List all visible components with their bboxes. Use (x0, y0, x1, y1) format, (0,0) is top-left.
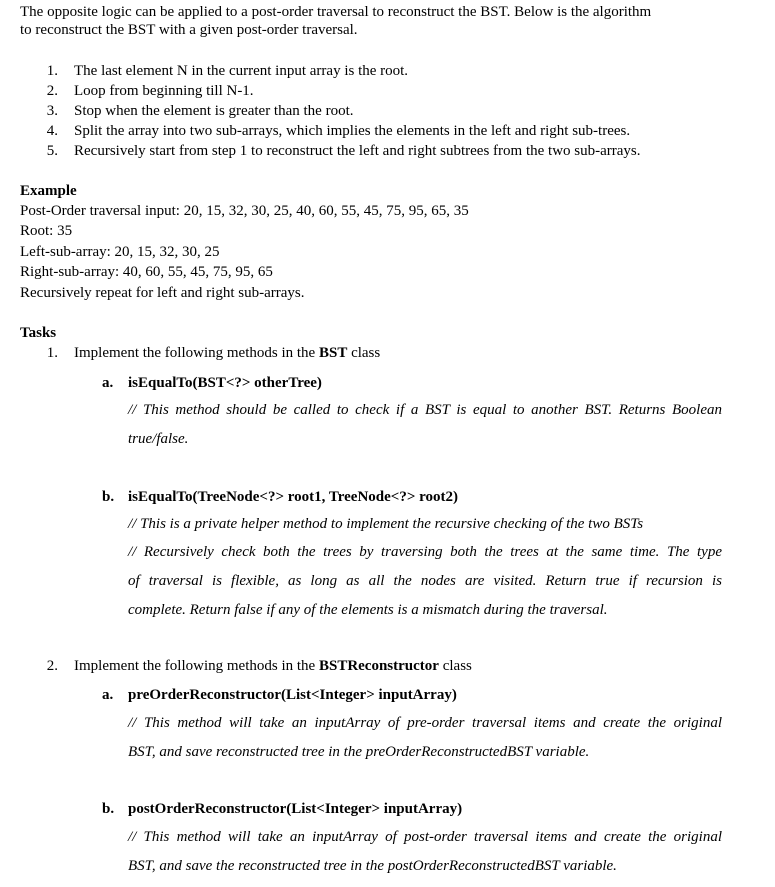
subtask-letter: b. (102, 801, 115, 817)
algorithm-step-text: Split the array into two sub-arrays, which implies the elements in the left and right sub-trees. (74, 123, 631, 139)
algorithm-step-number: 2. (46, 83, 58, 99)
intro-line-2: to reconstruct the BST with a given post-order traversal. (20, 22, 358, 38)
method-description-line: // This method will take an inputArray of pre-order traversal items and create the original (128, 715, 722, 731)
intro-line-1: The opposite logic can be applied to a post-order traversal to reconstruct the BST. Below is the algorithm (20, 4, 652, 20)
algorithm-step-text: Recursively start from step 1 to reconstruct the left and right subtrees from the two sub-arrays. (74, 143, 641, 159)
algorithm-step-number: 4. (46, 123, 58, 139)
method-description-line: BST, and save the reconstructed tree in the postOrderReconstructedBST variable. (128, 858, 617, 874)
method-description-line: // This is a private helper method to implement the recursive checking of the two BSTs (128, 516, 644, 532)
task-1-description: Implement the following methods in the BST class (74, 345, 381, 361)
example-line: Right-sub-array: 40, 60, 55, 45, 75, 95, 65 (20, 264, 273, 280)
example-line: Recursively repeat for left and right sub-arrays. (20, 285, 305, 301)
algorithm-step-number: 5. (46, 143, 58, 159)
method-description-line: complete. Return false if any of the elements is a mismatch during the traversal. (128, 602, 608, 618)
method-description-line: of traversal is flexible, as long as all the nodes are visited. Return true if recursion is (128, 573, 722, 589)
subtask-letter: a. (102, 375, 114, 391)
method-description-line: // This method will take an inputArray of post-order traversal items and create the original (128, 829, 722, 845)
example-line: Post-Order traversal input: 20, 15, 32, 30, 25, 40, 60, 55, 45, 75, 95, 65, 35 (20, 203, 469, 219)
method-description-line: true/false. (128, 431, 189, 447)
algorithm-step-number: 1. (46, 63, 58, 79)
algorithm-step-text: Loop from beginning till N-1. (74, 83, 254, 99)
algorithm-step-text: The last element N in the current input array is the root. (74, 63, 409, 79)
method-description-line: // This method should be called to check if a BST is equal to another BST. Returns Boolean (128, 402, 722, 418)
method-description-line: // Recursively check both the trees by traversing both the trees at the same time. The type (128, 544, 722, 560)
method-description-line: BST, and save reconstructed tree in the preOrderReconstructedBST variable. (128, 744, 590, 760)
tasks-heading: Tasks (20, 325, 57, 341)
class-name: BST (318, 345, 348, 361)
example-line: Root: 35 (20, 223, 73, 239)
method-signature: preOrderReconstructor(List<Integer> inputArray) (128, 687, 457, 703)
method-signature: isEqualTo(BST<?> otherTree) (128, 375, 322, 391)
example-line: Left-sub-array: 20, 15, 32, 30, 25 (20, 244, 220, 260)
task-number: 1. (46, 345, 58, 361)
algorithm-step-number: 3. (46, 103, 58, 119)
class-name: BSTReconstructor (318, 658, 439, 674)
method-signature: isEqualTo(TreeNode<?> root1, TreeNode<?> root2) (128, 489, 459, 505)
algorithm-step-text: Stop when the element is greater than the root. (74, 103, 354, 119)
method-signature: postOrderReconstructor(List<Integer> inputArray) (128, 801, 463, 817)
example-heading: Example (20, 183, 77, 199)
subtask-letter: b. (102, 489, 115, 505)
task-2-description: Implement the following methods in the BSTReconstructor class (74, 658, 472, 674)
task-number: 2. (46, 658, 58, 674)
subtask-letter: a. (102, 687, 114, 703)
